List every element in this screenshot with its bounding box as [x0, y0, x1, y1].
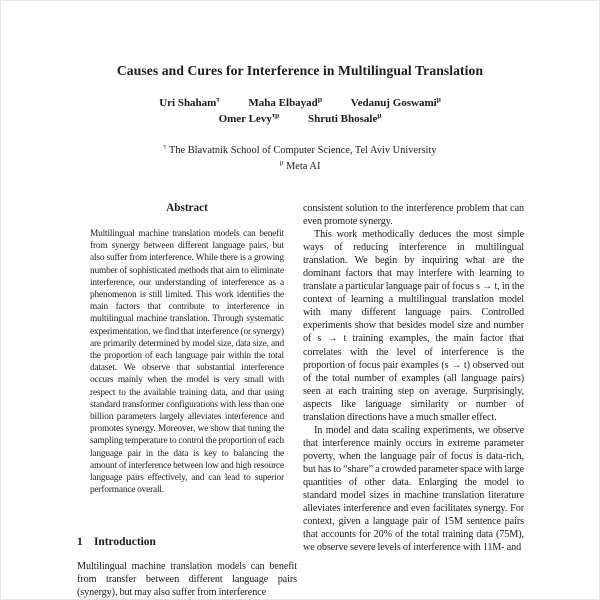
- body-paragraph: This work methodically deduces the most simple ways of reducing interference in multilingual translation. We begin by inquiring what are the dominant factors that may interfere with learning to translate a particular language pair of focus s → t, in the context of learning a multilingual translation model with many different language pairs. Controlled experiments show that besides model size and number of s → t training examples, the main factor that correlates with the level of interference is the proportion of focus pair examples (s → t) observed out of the total number of examples (all language pairs) seen at each training step on average. Surprisingly, aspects like language similarity or number of translation directions have a much smaller effect.: [303, 229, 524, 423]
- author-affiliation-mark: μ: [377, 110, 382, 119]
- section-heading-introduction: [77, 536, 297, 548]
- abstract-text: Multilingual machine translation models can benefit from synergy between different language pairs, but also suffer from interference. While there is a growing number of sophisticated methods that aim to eliminate interference, our understanding of interference as a phenomenon is still limited. This work identifies the main factors that contribute to interference in multilingual machine translation. Through systematic experimentation, we find that interference (or synergy) are primarily determined by model size, data size, and the proportion of each language pair within the total dataset. We observe that substantial interference occurs mainly when the model is very small with respect to the available training data, and that using standard transformer configurations with less than one billion parameters largely alleviates interference and promotes synergy. Moreover, we show that tuning the sampling temperature to control the proportion of each language pair in the data is key to balancing the amount of interference between low and high resource language pairs effectively, and can lead to superior performance overall.: [90, 229, 284, 496]
- affiliation-text: Meta AI: [286, 160, 321, 172]
- body-paragraph: In model and data scaling experiments, we observe that interference mainly occurs in extreme parameter poverty, when the language pair of focus is data-rich, but has to “share” a crowded parameter space with large quantities of other data. Enlarging the model to standard model sizes in machine translation literature alleviates interference and even facilitates synergy. For context, given a language pair of 15M sentence pairs that accounts for 20% of the total training data (75M), we observe severe levels of interference with 11M- and: [303, 424, 524, 554]
- author-affiliation-mark: μ: [436, 95, 441, 104]
- right-column: [303, 0, 524, 600]
- author-name: Vedanuj Goswami: [350, 97, 437, 109]
- introduction-paragraph: Multilingual machine translation models can benefit from transfer between different language pairs (synergy), but may also suffer from interference: [77, 561, 297, 599]
- author-name: Maha Elbayad: [248, 97, 318, 109]
- affiliation-text: The Blavatnik School of Computer Science, Tel Aviv University: [168, 145, 437, 156]
- left-column: [77, 0, 297, 600]
- paper-title: Causes and Cures for Interference in Multilingual Translation: [116, 63, 484, 78]
- author-name: Uri Shaham: [159, 97, 217, 109]
- author-name: Shruti Bhosale: [307, 112, 378, 125]
- body-paragraph: consistent solution to the interference problem that can even promote synergy.: [303, 203, 524, 228]
- section-title: Introduction: [94, 536, 156, 548]
- author-name: Omer Levy: [218, 112, 272, 125]
- author-affiliation-mark: τ: [216, 95, 220, 104]
- author-affiliation-mark: τμ: [271, 110, 280, 119]
- affiliation-mark: μ: [279, 158, 284, 167]
- author-affiliation-mark: μ: [317, 95, 322, 104]
- affiliation-mark: τ: [163, 142, 167, 151]
- section-number: 1: [77, 536, 83, 548]
- abstract-heading: Abstract: [166, 202, 208, 214]
